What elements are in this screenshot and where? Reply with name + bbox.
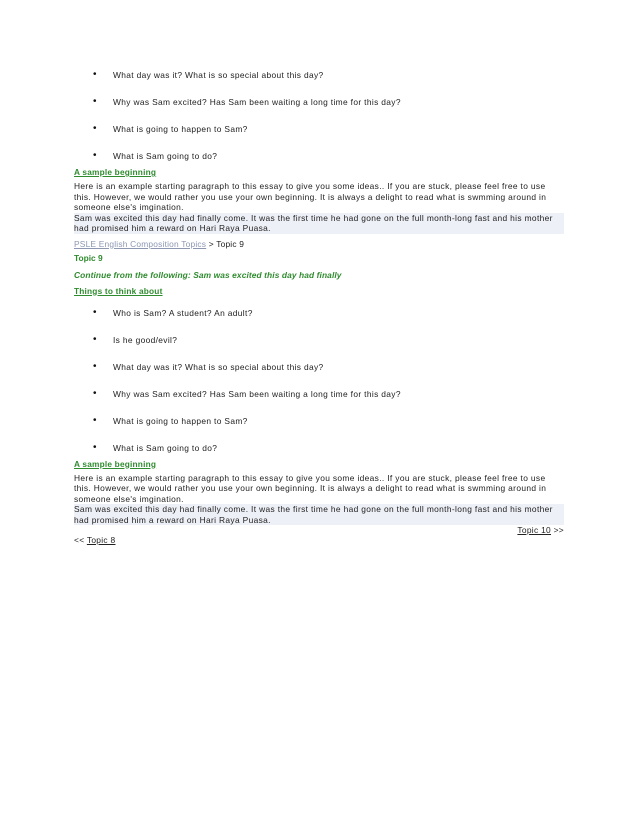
sample-paragraph: Sam was excited this day had finally come. It was the first time he had gone on the full month-long fast and his mother had promised him a reward on Hari Raya Puasa. [74,213,564,234]
bullet-icon: • [93,306,97,318]
list-item [74,414,564,441]
list-item-text: What is going to happen to Sam? [113,124,248,134]
intro-paragraph-2: Here is an example starting paragraph to this essay to give you some ideas.. If you are stuck, please feel free to use this. However, we would rather you use your own beginning. It is always a delight to read what is swmming around in someone else's imgination. [74,472,547,504]
list-item-text: Why was Sam excited? Has Sam been waiting a long time for this day? [113,97,401,107]
list-item-text: Who is Sam? A student? An adult? [113,307,253,318]
list-item [74,387,564,414]
document-page [74,0,564,545]
bullet-icon: • [93,96,97,107]
bullet-icon: • [93,69,97,80]
breadcrumb-link-composition-topics[interactable]: PSLE English Composition Topics [74,238,207,249]
intro-paragraph: Here is an example starting paragraph to this essay to give you some ideas.. If you are stuck, please feel free to use this. However, we would rather you use your own beginning. It is always a delight to read what is swmming around in someone else's imgination. [74,181,547,212]
bullet-list-2 [74,306,564,459]
next-topic-link[interactable]: Topic 10 [517,525,551,535]
topic-title: Topic 9 [74,252,103,263]
list-item-text: Is he good/evil? [113,334,178,345]
list-item [74,68,564,95]
list-item [74,333,564,360]
breadcrumb-current: Topic 9 [216,238,245,249]
list-item [74,306,564,333]
bullet-icon: • [93,441,97,453]
sample-paragraph-2: Sam was excited this day had finally come. It was the first time he had gone on the full month-long fast and his mother had promised him a reward on Hari Raya Puasa. [74,504,564,525]
prev-topic-link[interactable]: Topic 8 [86,535,116,545]
bullet-icon: • [93,360,97,372]
list-item-text: What is Sam going to do? [113,151,218,161]
prev-topic-nav [74,535,564,545]
list-item [74,149,564,167]
list-item-text: What day was it? What is so special about this day? [113,70,324,80]
list-item-text: What is Sam going to do? [113,442,218,453]
list-item [74,95,564,122]
sample-beginning-heading-2: A sample beginning [74,458,157,469]
topic-prompt: Continue from the following: Sam was excited this day had finally [74,269,342,280]
list-item [74,122,564,149]
list-item [74,441,564,459]
breadcrumb [74,238,564,250]
breadcrumb-separator: > [206,238,217,249]
bullet-icon: • [93,414,97,426]
bullet-icon: • [93,150,97,161]
bullet-icon: • [93,333,97,345]
bullet-icon: • [93,387,97,399]
list-item-text: What day was it? What is so special about this day? [113,361,324,372]
next-arrow: >> [550,525,564,535]
next-topic-nav [74,525,564,535]
things-to-think-heading: Things to think about [74,285,163,296]
sample-beginning-heading: A sample beginning [74,167,157,177]
list-item-text: What is going to happen to Sam? [113,415,248,426]
bullet-list-1 [74,68,564,167]
bullet-icon: • [93,123,97,134]
list-item-text: Why was Sam excited? Has Sam been waiting a long time for this day? [113,388,401,399]
prev-arrow: << [74,535,87,545]
list-item [74,360,564,387]
